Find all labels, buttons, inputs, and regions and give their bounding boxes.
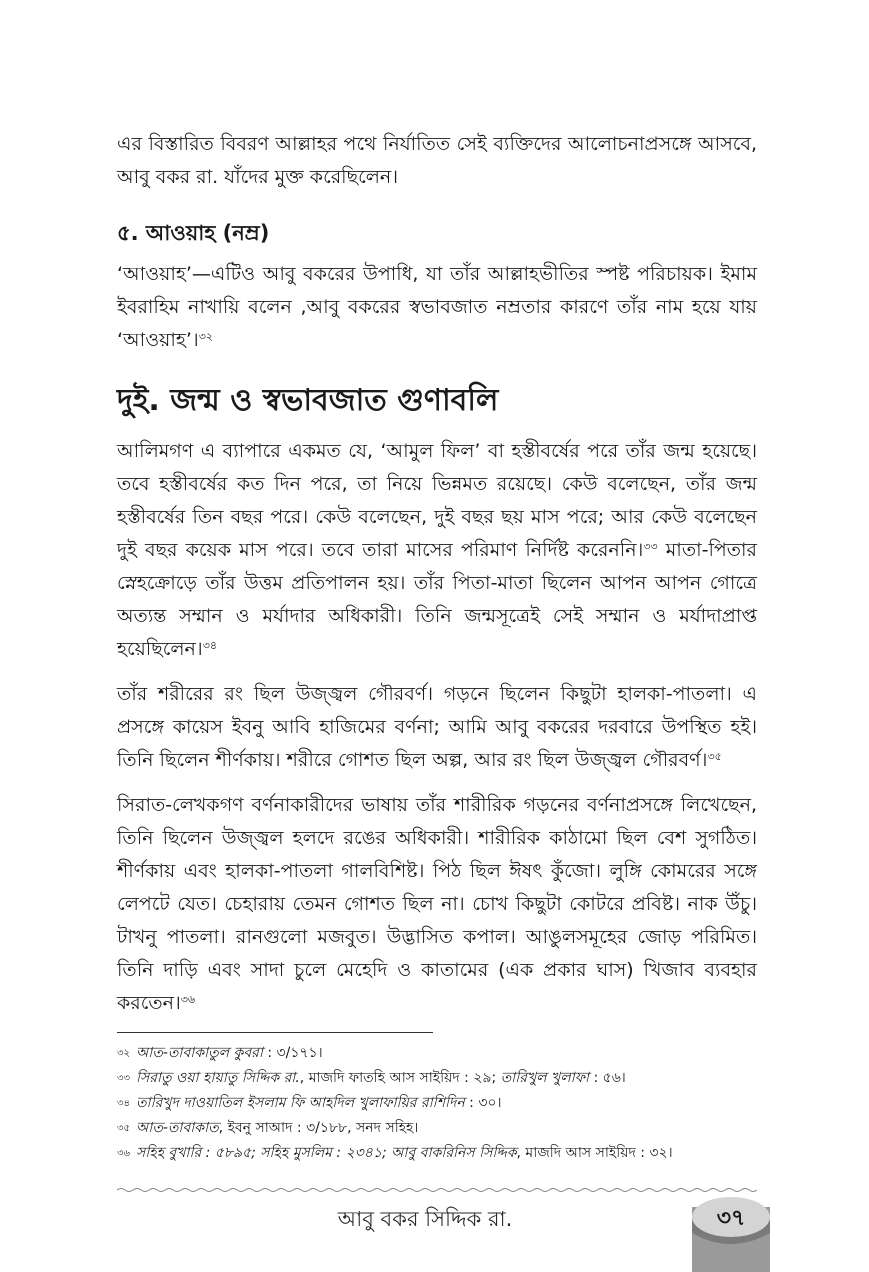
complexion-text: তাঁর শরীরের রং ছিল উজ্জ্বল গৌরবর্ণ। গড়নে ছিলেন কিছুটা হালকা-পাতলা। এ প্রসঙ্গে কায়েস ইবনু আবি হাজিমের বর্ণনা; আমি আবু বকরের দরবারে উপস্থিত হই। তিনি ছিলেন শীর্ণকায়। শরীরে গোশত ছিল অল্প, আর রং ছিল উজ্জ্বল গৌরবর্ণ।	[117, 683, 757, 771]
running-footer-title: আবু বকর সিদ্দিক রা.	[337, 1207, 513, 1231]
footnote-source: আত-তাবাকাত	[136, 1120, 219, 1136]
footnote-item	[117, 1093, 757, 1114]
footnote-item	[117, 1068, 757, 1089]
footnote-number: ৩৬	[117, 1148, 131, 1159]
footnote-source: আত-তাবাকাতুল কুবরা	[136, 1045, 263, 1061]
footnote-item	[117, 1043, 757, 1064]
birth-text-b: মাতা-পিতার স্নেহক্রোড়ে তাঁর উত্তম প্রতিপালন হয়। তাঁর পিতা-মাতা ছিলেন আপন আপন গোত্রে অত্যন্ত সম্মান ও মর্যাদার অধিকারী। তিনি জন্মসূত্রেই সেই সম্মান ও মর্যাদাপ্রাপ্ত হয়েছিলেন।	[117, 539, 757, 660]
footnote-detail: , মাজদি আস সাইয়িদ : ৩২।	[516, 1145, 673, 1161]
footnote-detail: : ৫৬।	[589, 1070, 626, 1086]
complexion-paragraph	[117, 678, 757, 777]
footnote-detail: , মাজদি ফাতহি আস সাইয়িদ : ২৯;	[299, 1070, 501, 1086]
footnote-number: ৩২	[117, 1048, 131, 1059]
footnote-divider	[117, 1032, 433, 1033]
footnote-source: সহিহ বুখারি : ৫৮৯৫; সহিহ মুসলিম : ২৩৪১; আবু বাকরিনিস সিদ্দিক	[136, 1145, 517, 1161]
footnote-item	[117, 1118, 757, 1139]
footnote-number: ৩৪	[117, 1098, 130, 1109]
footnote-number: ৩৫	[117, 1123, 130, 1134]
footnote-ref[interactable]: ৩৩	[643, 540, 658, 553]
footnote-ref[interactable]: ৩৬	[180, 993, 196, 1006]
physique-paragraph	[117, 789, 757, 1020]
intro-paragraph: এর বিস্তারিত বিবরণ আল্লাহর পথে নির্যাতিত সেই ব্যক্তিদের আলোচনাপ্রসঙ্গে আসবে, আবু বকর রা. যাঁদের মুক্ত করেছিলেন।	[117, 133, 757, 188]
footnotes	[117, 1043, 757, 1164]
footnote-number: ৩৩	[117, 1073, 131, 1084]
footnote-detail: , ইবনু সাআদ : ৩/১৮৮, সনদ সহিহ।	[218, 1120, 419, 1136]
footnote-item	[117, 1143, 757, 1164]
section-paragraph	[117, 258, 757, 357]
page-body	[117, 128, 757, 1168]
footnote-source: তারিখুদ দাওয়াতিল ইসলাম ফি আহদিল খুলাফায়ির রাশিদিন	[136, 1095, 465, 1111]
birth-paragraph	[117, 435, 757, 666]
footnote-ref[interactable]: ৩৪	[202, 639, 217, 652]
physique-text: সিরাত-লেখকগণ বর্ণনাকারীদের ভাষায় তাঁর শারীরিক গড়নের বর্ণনাপ্রসঙ্গে লিখেছেন, তিনি ছিলেন উজ্জ্বল হলদে রঙের অধিকারী। শারীরিক কাঠামো ছিল বেশ সুগঠিত। শীর্ণকায় এবং হালকা-পাতলা গালবিশিষ্ট। পিঠ ছিল ঈষৎ কুঁজো। লুঙ্গি কোমরের সঙ্গে লেপটে যেত। চেহারায় তেমন গোশত ছিল না। চোখ কিছুটা কোটরে প্রবিষ্ট। নাক উঁচু। টাখনু পাতলা। রানগুলো মজবুত। উদ্ভাসিত কপাল। আঙুলসমূহের জোড় পরিমিত। তিনি দাড়ি এবং সাদা চুলে মেহেদি ও কাতামের (এক প্রকার ঘাস) খিজাব ব্যবহার করতেন।	[117, 794, 757, 1014]
footer-wavy-divider	[117, 1187, 757, 1193]
footnote-detail: : ৩/১৭১।	[262, 1045, 323, 1061]
footnote-ref[interactable]: ৩৫	[707, 750, 722, 763]
birth-text-a: আলিমগণ এ ব্যাপারে একমত যে, ‘আমুল ফিল’ বা হস্তীবর্ষের পরে তাঁর জন্ম হয়েছে। তবে হস্তীবর্ষের কত দিন পরে, তা নিয়ে ভিন্নমত রয়েছে। কেউ বলেছেন, তাঁর জন্ম হস্তীবর্ষের তিন বছর পরে। কেউ বলেছেন, দুই বছর ছয় মাস পরে; আর কেউ বলেছেন দুই বছর কয়েক মাস পরে। তবে তারা মাসের পরিমাণ নির্দিষ্ট করেননি।	[117, 440, 757, 561]
footnote-source: তারিখুল খুলাফা	[500, 1070, 589, 1086]
section-text: ‘আওয়াহ’—এটিও আবু বকরের উপাধি, যা তাঁর আল্লাহভীতির স্পষ্ট পরিচায়ক। ইমাম ইবরাহিম নাখায়ি বলেন ,আবু বকরের স্বভাবজাত নম্রতার কারণে তাঁর নাম হয়ে যায় ‘আওয়াহ’।	[117, 263, 757, 351]
footnote-source: সিরাতু ওয়া হায়াতু সিদ্দিক রা.	[136, 1070, 300, 1086]
section-heading: ৫. আওয়াহ (নম্র)	[117, 221, 270, 245]
footnote-ref[interactable]: ৩২	[198, 330, 214, 343]
footnote-detail: : ৩০।	[464, 1095, 502, 1111]
chapter-title: দুই. জন্ম ও স্বভাবজাত গুণাবলি	[117, 383, 499, 418]
page-number: ৩৭	[716, 1206, 746, 1231]
